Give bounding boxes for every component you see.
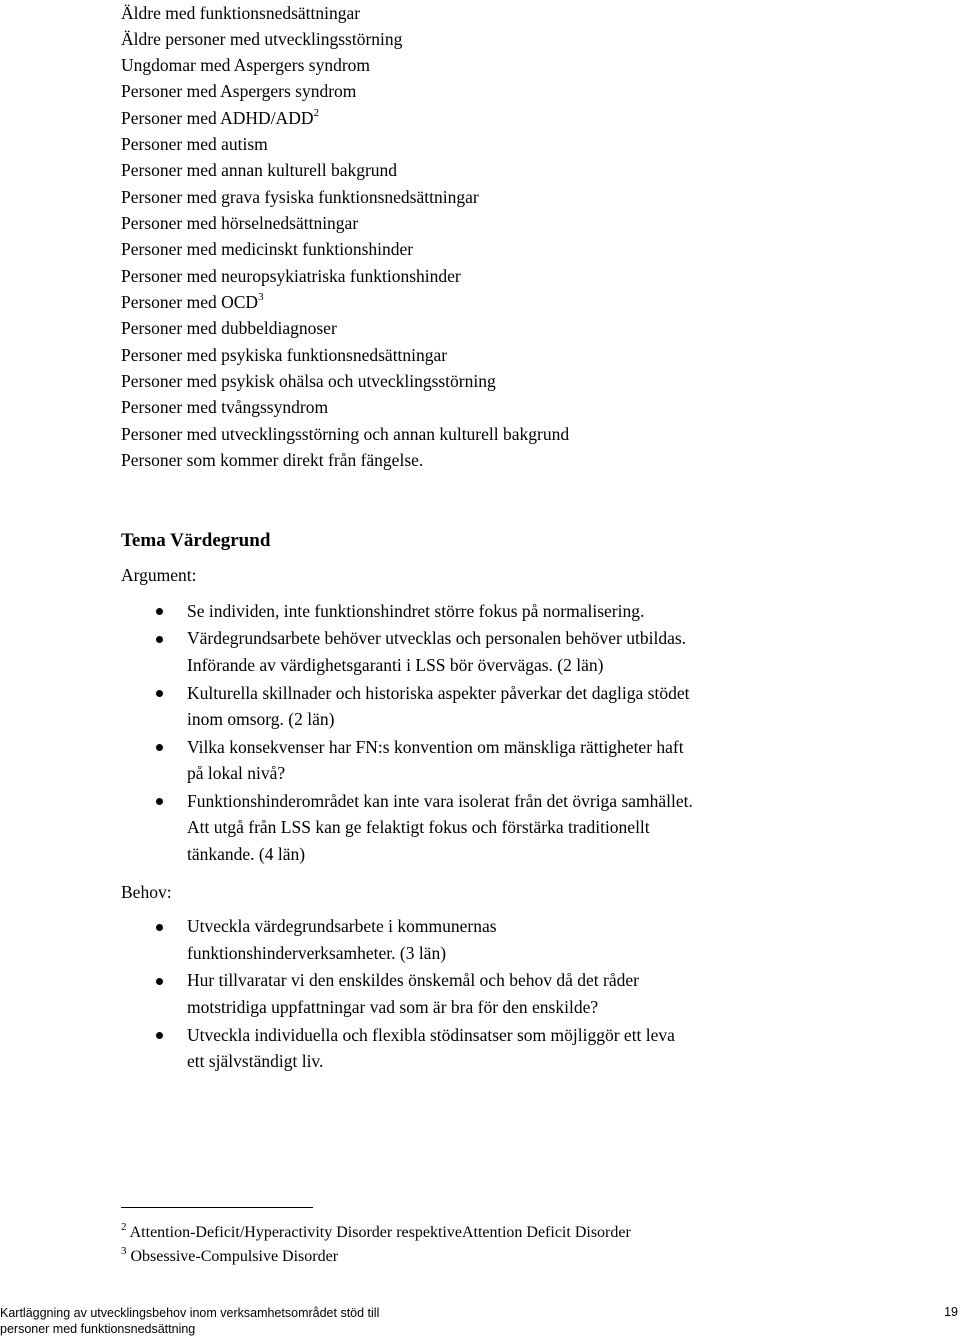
argument-line: Värdegrundsarbete behöver utvecklas och personalen behöver utbildas.: [187, 628, 687, 648]
page-footer: [0, 1305, 379, 1337]
argument-line: Att utgå från LSS kan ge felaktigt fokus och förstärka traditionellt: [187, 817, 650, 837]
list-item: Äldre med funktionsnedsättningar: [121, 3, 361, 23]
needs-line: motstridiga uppfattningar vad som är bra för den enskilde?: [187, 997, 599, 1017]
list-item: Personer med utvecklingsstörning och annan kulturell bakgrund: [121, 424, 570, 444]
list-item: Äldre personer med utvecklingsstörning: [121, 29, 403, 49]
section-heading: Tema Värdegrund: [121, 530, 271, 551]
needs-line: Hur tillvaratar vi den enskildes önskemål och behov då det råder: [187, 970, 639, 990]
bullet-icon: [156, 1032, 163, 1039]
list-item: Personer som kommer direkt från fängelse.: [121, 450, 424, 470]
list-item: Personer med grava fysiska funktionsnedsättningar: [121, 187, 479, 207]
argument-line: inom omsorg. (2 län): [187, 709, 335, 729]
bullet-icon: [156, 608, 163, 615]
argument-line: Vilka konsekvenser har FN:s konvention om mänskliga rättigheter haft: [187, 737, 684, 757]
needs-line: funktionshinderverksamheter. (3 län): [187, 943, 447, 963]
needs-line: Utveckla individuella och flexibla stödinsatser som möjliggör ett leva: [187, 1025, 675, 1045]
list-item: Personer med hörselnedsättningar: [121, 213, 359, 233]
argument-label: Argument:: [121, 565, 197, 585]
bullet-icon: [156, 636, 163, 643]
list-item: Personer med autism: [121, 134, 268, 154]
footnote-2: $^2$ Attention-Deficit/Hyperactivity Disorder respektiveAttention Deficit Disorder: [121, 1221, 631, 1241]
footnote-ref: 2: [313, 107, 319, 119]
list-item: Personer med ADHD/ADD$^2$: [121, 107, 319, 128]
list-item: Personer med tvångssyndrom: [121, 397, 329, 417]
argument-line: Kulturella skillnader och historiska aspekter påverkar det dagliga stödet: [187, 683, 690, 703]
list-item: Personer med dubbeldiagnoser: [121, 318, 337, 338]
bullet-icon: [156, 690, 163, 697]
argument-line: på lokal nivå?: [187, 763, 286, 783]
list-item: Personer med OCD$^3$: [121, 291, 264, 312]
needs-label: Behov:: [121, 882, 172, 902]
footer-line: personer med funktionsnedsättning: [0, 1322, 196, 1336]
needs-line: ett självständigt liv.: [187, 1051, 324, 1071]
footnote-divider: [121, 1207, 313, 1208]
bullet-icon: [156, 744, 163, 751]
list-item: Personer med neuropsykiatriska funktionshinder: [121, 266, 461, 286]
footer-line: Kartläggning av utvecklingsbehov inom verksamhetsområdet stöd till: [0, 1306, 380, 1320]
bullet-icon: [156, 924, 163, 931]
footnote-ref: 3: [258, 291, 264, 303]
list-item: Personer med medicinskt funktionshinder: [121, 239, 414, 259]
argument-line: Funktionshinderområdet kan inte vara isolerat från det övriga samhället.: [187, 791, 693, 811]
argument-line: Införande av värdighetsgaranti i LSS bör övervägas. (2 län): [187, 655, 604, 675]
footnote-3: $^3$ Obsessive-Compulsive Disorder: [121, 1245, 339, 1265]
bullet-icon: [156, 978, 163, 985]
page-number: 19: [944, 1305, 958, 1319]
list-item: Personer med psykiska funktionsnedsättningar: [121, 345, 448, 365]
list-item: Personer med psykisk ohälsa och utvecklingsstörning: [121, 371, 496, 391]
argument-line: tänkande. (4 län): [187, 844, 306, 864]
argument-line: Se individen, inte funktionshindret större fokus på normalisering.: [187, 601, 645, 621]
bullet-icon: [156, 798, 163, 805]
list-item: Ungdomar med Aspergers syndrom: [121, 55, 371, 75]
needs-line: Utveckla värdegrundsarbete i kommunernas: [187, 916, 497, 936]
list-item: Personer med Aspergers syndrom: [121, 81, 357, 101]
list-item: Personer med annan kulturell bakgrund: [121, 160, 398, 180]
